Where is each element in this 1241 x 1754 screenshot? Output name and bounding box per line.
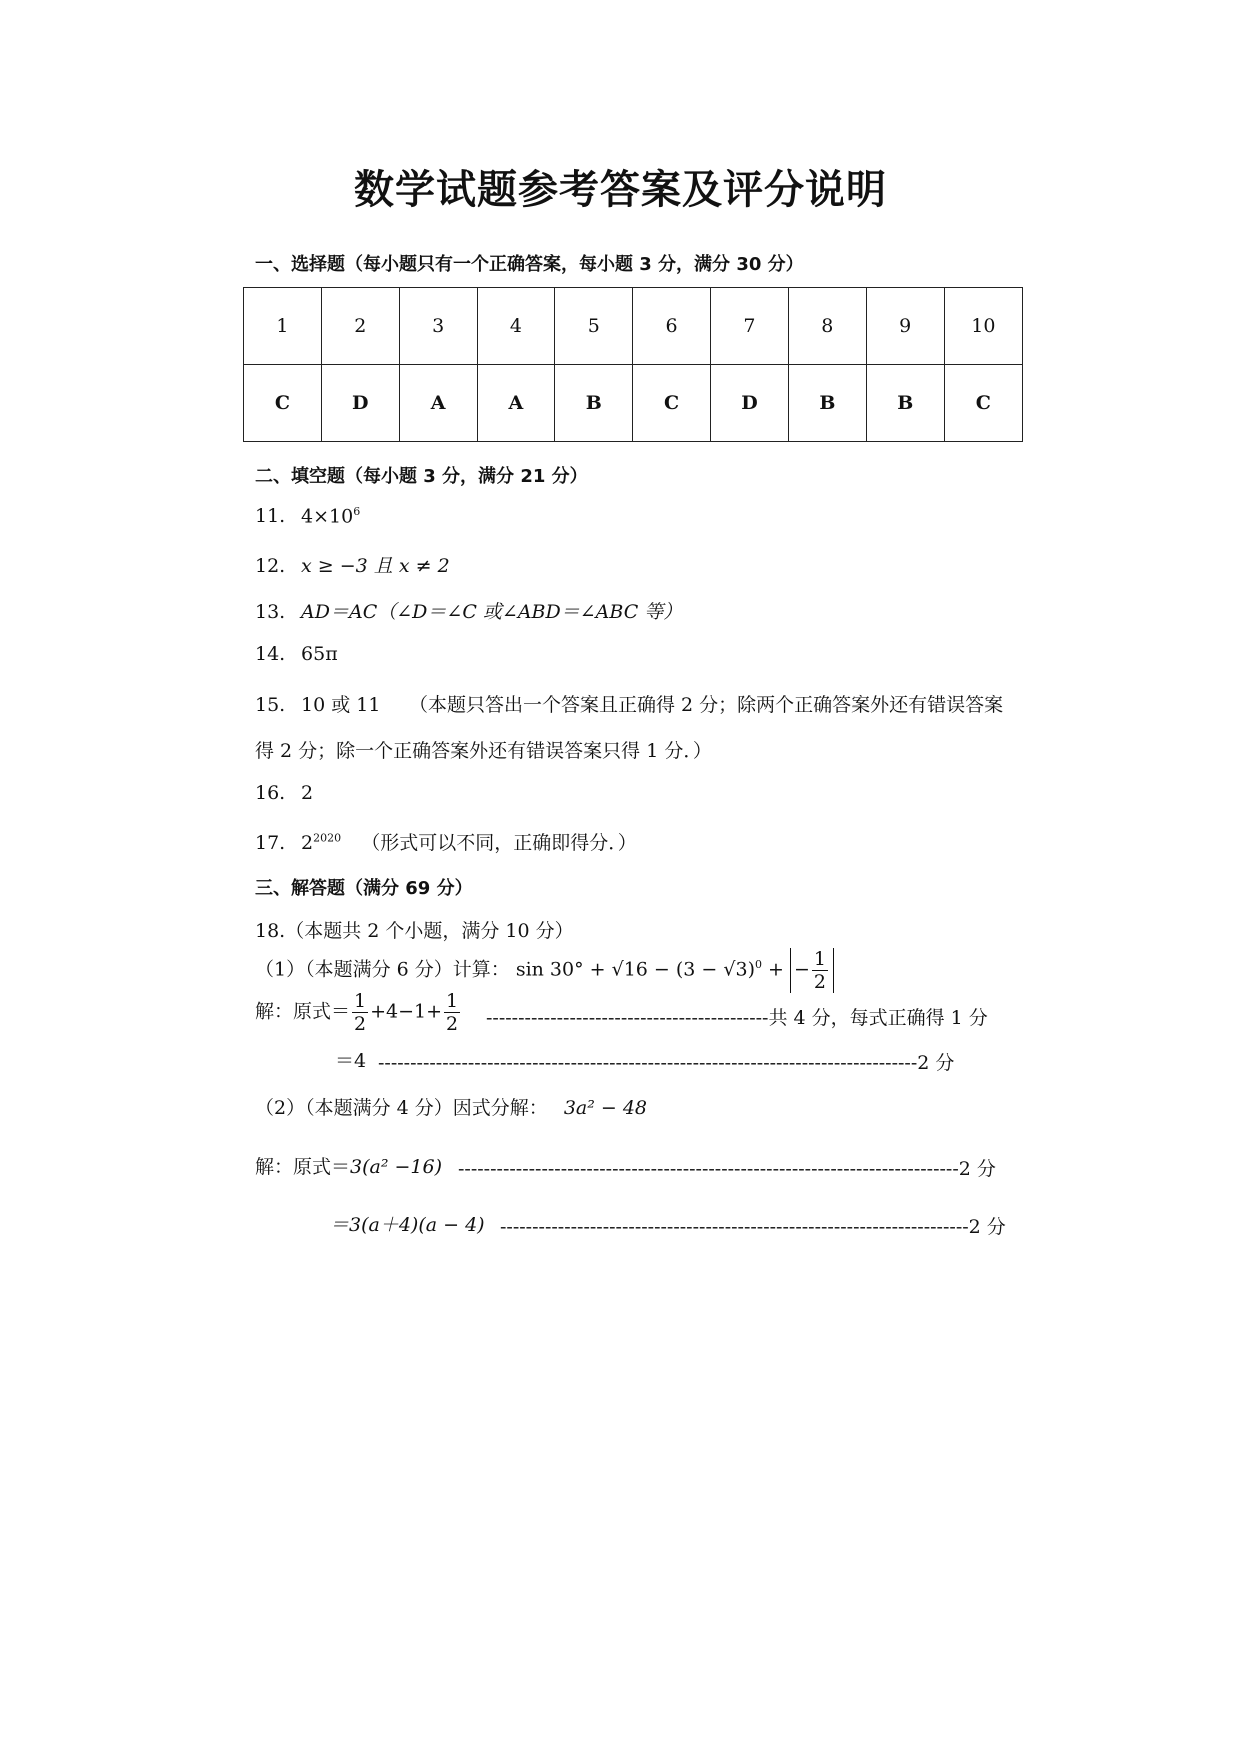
- answer-16-text: 2: [301, 782, 314, 804]
- part-1-solution-line-1: [255, 990, 462, 1035]
- answer-11: [255, 505, 360, 527]
- question-number: 8: [788, 288, 866, 365]
- solution-middle: +4−1+: [370, 1000, 443, 1023]
- section-1-heading: 一、选择题（每小题只有一个正确答案，每小题 3 分，满分 30 分）: [255, 254, 804, 275]
- fraction-numerator: 1: [813, 948, 826, 970]
- solution-prefix: 解：原式＝: [255, 1000, 351, 1023]
- fraction-denominator: 2: [354, 1013, 367, 1035]
- fraction-numerator: 1: [354, 990, 367, 1012]
- answer-letter: C: [944, 365, 1022, 442]
- answer-16: [255, 782, 313, 804]
- answer-letter: A: [399, 365, 477, 442]
- answer-13: [255, 597, 682, 624]
- question-number: 5: [555, 288, 633, 365]
- section-2-heading: 二、填空题（每小题 3 分，满分 21 分）: [255, 466, 588, 487]
- question-number: 9: [866, 288, 944, 365]
- answer-letter: B: [788, 365, 866, 442]
- fraction: [352, 990, 368, 1035]
- part-1-label: （1）（本题满分 6 分）计算：: [255, 958, 510, 981]
- question-number: 4: [477, 288, 555, 365]
- fraction-denominator: 2: [813, 971, 826, 993]
- fraction-denominator: 2: [446, 1013, 459, 1035]
- part-1-problem: [255, 948, 834, 993]
- answer-17-exponent: 2020: [313, 831, 342, 845]
- answer-table-numbers-row: [244, 288, 1023, 365]
- answer-14: [255, 643, 338, 665]
- answer-letter: C: [633, 365, 711, 442]
- question-number: 7: [711, 288, 789, 365]
- question-number: 10: [944, 288, 1022, 365]
- part-1-exponent: 0: [754, 958, 762, 972]
- question-number: 15.: [255, 694, 286, 716]
- answer-table-answers-row: [244, 365, 1023, 442]
- solution-prefix: 解：原式＝: [255, 1156, 351, 1178]
- part-1-solution-line-2: ＝4: [335, 1050, 367, 1072]
- question-number: 13.: [255, 601, 286, 623]
- page-title: 数学试题参考答案及评分说明: [354, 167, 887, 213]
- answer-17-base: 2: [301, 832, 314, 854]
- part-2-solution-line-1: [255, 1152, 442, 1179]
- fraction-numerator: 1: [446, 990, 459, 1012]
- question-number: 17.: [255, 832, 286, 854]
- fraction: [444, 990, 460, 1035]
- answer-17: [255, 828, 637, 855]
- answer-table: [243, 287, 1023, 442]
- answer-12: [255, 551, 450, 578]
- answer-letter: D: [321, 365, 399, 442]
- part-2-label: （2）（本题满分 4 分）因式分解：: [255, 1097, 548, 1119]
- answer-15: [255, 690, 1003, 717]
- part-1-score-note-1: --------------------------------------------共 4 分，每式正确得 1 分: [486, 1007, 988, 1029]
- answer-11-base: 4×10: [301, 505, 354, 528]
- answer-letter: C: [244, 365, 322, 442]
- answer-14-text: 65π: [301, 643, 338, 665]
- part-1-plus: +: [761, 958, 790, 981]
- abs-sign: −: [793, 958, 810, 981]
- question-number: 3: [399, 288, 477, 365]
- part-2-step-1: 3(a² −16): [350, 1156, 443, 1178]
- part-2-solution-line-2: ＝3(a＋4)(a − 4): [330, 1214, 485, 1236]
- question-number: 14.: [255, 643, 286, 665]
- part-2-score-note-2: -------------------------------------------------------------------------2 分: [500, 1216, 1006, 1238]
- section-3-heading: 三、解答题（满分 69 分）: [255, 878, 473, 899]
- answer-letter: D: [711, 365, 789, 442]
- answer-12-text: x ≥ −3 且 x ≠ 2: [301, 555, 450, 577]
- question-number: 12.: [255, 555, 286, 577]
- part-2-score-note-1: ------------------------------------------------------------------------------2 分: [458, 1158, 996, 1180]
- answer-13-text: AD＝AC（∠D＝∠C 或∠ABD＝∠ABC 等）: [301, 601, 683, 623]
- question-number: 1: [244, 288, 322, 365]
- part-2-expression: 3a² − 48: [563, 1097, 648, 1119]
- part-1-score-note-2: ------------------------------------------------------------------------------------2 分: [378, 1052, 955, 1074]
- question-number: 6: [633, 288, 711, 365]
- answer-11-exponent: 6: [353, 505, 361, 518]
- answer-letter: A: [477, 365, 555, 442]
- part-2-problem: [255, 1093, 647, 1120]
- question-number: 11.: [255, 505, 286, 528]
- answer-letter: B: [866, 365, 944, 442]
- fraction: [812, 948, 828, 993]
- answer-17-note: （形式可以不同，正确即得分．）: [361, 832, 637, 854]
- part-1-expression: sin 30° + √16 − (3 − √3): [515, 958, 755, 981]
- question-number: 2: [321, 288, 399, 365]
- answer-letter: B: [555, 365, 633, 442]
- question-18-header: 18.（本题共 2 个小题，满分 10 分）: [255, 920, 574, 942]
- question-number: 16.: [255, 782, 286, 804]
- answer-15-text: 10 或 11 （本题只答出一个答案且正确得 2 分；除两个正确答案外还有错误答案: [301, 694, 1004, 716]
- absolute-value: [790, 948, 834, 993]
- answer-15-continuation: 得 2 分；除一个正确答案外还有错误答案只得 1 分．）: [255, 740, 712, 762]
